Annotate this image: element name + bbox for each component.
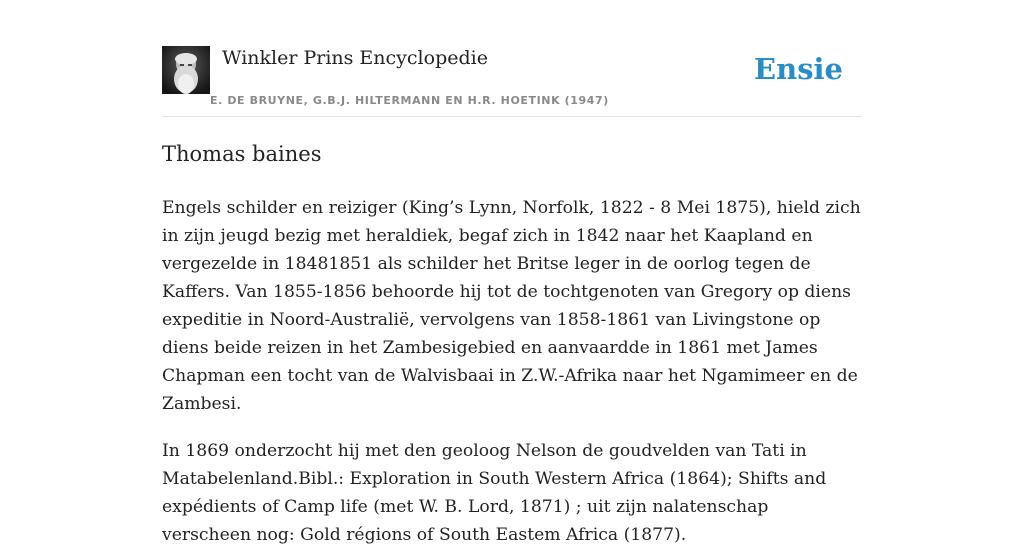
article bbox=[162, 138, 862, 549]
source-authors: E. DE BRUYNE, G.B.J. HILTERMANN EN H.R. HOETINK (1947) bbox=[210, 94, 609, 107]
article-title: Thomas baines bbox=[162, 142, 322, 166]
source-header bbox=[162, 46, 862, 117]
article-paragraph: In 1869 onderzocht hij met den geoloog Nelson de goudvelden van Tati in Matabelenland.Bibl.: Exploration in South Western Africa (1864); Shifts and expédients of Camp life (met W. B. Lord, 1871) ; uit zijn nalatenschap verscheen nog: Gold régions of South Eastem Africa (1877). bbox=[162, 441, 827, 545]
author-portrait-icon bbox=[162, 46, 210, 94]
article-paragraph: Engels schilder en reiziger (King’s Lynn, Norfolk, 1822 - 8 Mei 1875), hield zich in zijn jeugd bezig met heraldiek, begaf zich in 1842 naar het Kaapland en vergezelde in 18481851 als schilder het Britse leger in de oorlog tegen de Kaffers. Van 1855-1856 behoorde hij tot de tochtgenoten van Gregory op diens expeditie in Noord-Australië, vervolgens van 1858-1861 van Livingstone op diens beide reizen in het Zambesigebied en aanvaardde in 1861 met James Chapman een tocht van de Walvisbaai in Z.W.-Afrika naar het Ngamimeer en de Zambesi. bbox=[162, 198, 861, 414]
brand-logo-link[interactable]: Ensie bbox=[754, 52, 843, 86]
source-title: Winkler Prins Encyclopedie bbox=[222, 47, 488, 69]
